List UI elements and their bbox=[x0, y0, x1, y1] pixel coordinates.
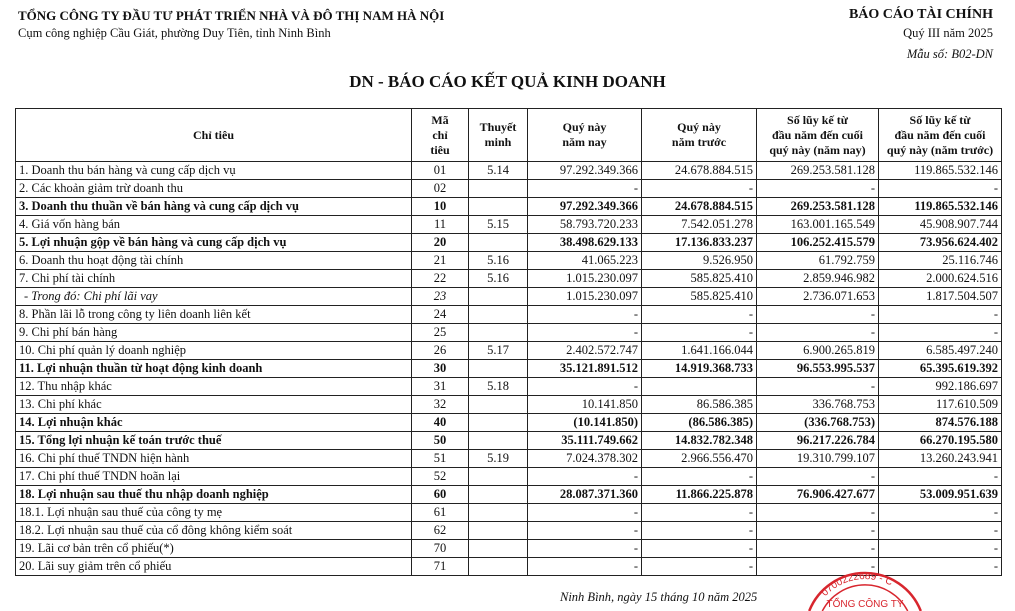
row-label: 20. Lãi suy giảm trên cổ phiếu bbox=[16, 558, 412, 576]
value-ytd-this: - bbox=[757, 468, 879, 486]
row-label: 15. Tổng lợi nhuận kế toán trước thuế bbox=[16, 432, 412, 450]
value-ytd-this: 2.859.946.982 bbox=[757, 270, 879, 288]
row-code: 32 bbox=[412, 396, 469, 414]
value-ytd-prev: 117.610.509 bbox=[879, 396, 1002, 414]
page-title: DN - BÁO CÁO KẾT QUẢ KINH DOANH bbox=[349, 72, 666, 91]
row-code: 20 bbox=[412, 234, 469, 252]
value-ytd-this: 76.906.427.677 bbox=[757, 486, 879, 504]
value-ytd-this: 336.768.753 bbox=[757, 396, 879, 414]
row-label: 8. Phần lãi lỗ trong công ty liên doanh liên kết bbox=[16, 306, 412, 324]
row-label: 1. Doanh thu bán hàng và cung cấp dịch vụ bbox=[16, 162, 412, 180]
value-ytd-this: 269.253.581.128 bbox=[757, 198, 879, 216]
value-q-prev: 24.678.884.515 bbox=[642, 162, 757, 180]
value-ytd-this: - bbox=[757, 522, 879, 540]
row-note: 5.14 bbox=[469, 162, 528, 180]
row-label: 18.2. Lợi nhuận sau thuế của cổ đông không kiểm soát bbox=[16, 522, 412, 540]
table-row bbox=[16, 270, 1002, 288]
row-note: 5.19 bbox=[469, 450, 528, 468]
value-q-this: - bbox=[528, 180, 642, 198]
table-row bbox=[16, 252, 1002, 270]
value-ytd-this: 19.310.799.107 bbox=[757, 450, 879, 468]
row-code: 71 bbox=[412, 558, 469, 576]
row-code: 23 bbox=[412, 288, 469, 306]
value-ytd-prev: 65.395.619.392 bbox=[879, 360, 1002, 378]
row-label: 4. Giá vốn hàng bán bbox=[16, 216, 412, 234]
value-q-prev: - bbox=[642, 540, 757, 558]
value-q-this: - bbox=[528, 468, 642, 486]
value-ytd-this: 6.900.265.819 bbox=[757, 342, 879, 360]
value-ytd-this: 96.217.226.784 bbox=[757, 432, 879, 450]
row-code: 51 bbox=[412, 450, 469, 468]
table-row bbox=[16, 288, 1002, 306]
value-q-this: - bbox=[528, 540, 642, 558]
value-q-prev: - bbox=[642, 468, 757, 486]
row-note: 5.18 bbox=[469, 378, 528, 396]
table-row bbox=[16, 468, 1002, 486]
row-note bbox=[469, 396, 528, 414]
row-label: 14. Lợi nhuận khác bbox=[16, 414, 412, 432]
value-q-this: 1.015.230.097 bbox=[528, 270, 642, 288]
row-label: 19. Lãi cơ bản trên cổ phiếu(*) bbox=[16, 540, 412, 558]
value-ytd-this: - bbox=[757, 378, 879, 396]
row-label: 18. Lợi nhuận sau thuế thu nhập doanh nghiệp bbox=[16, 486, 412, 504]
row-code: 60 bbox=[412, 486, 469, 504]
value-q-prev: 14.919.368.733 bbox=[642, 360, 757, 378]
value-ytd-this: 2.736.071.653 bbox=[757, 288, 879, 306]
row-code: 01 bbox=[412, 162, 469, 180]
table-row bbox=[16, 540, 1002, 558]
value-ytd-this: - bbox=[757, 306, 879, 324]
row-note bbox=[469, 468, 528, 486]
row-note bbox=[469, 234, 528, 252]
value-ytd-prev: 66.270.195.580 bbox=[879, 432, 1002, 450]
row-note: 5.16 bbox=[469, 252, 528, 270]
header-chi-tieu: Chỉ tiêu bbox=[16, 109, 412, 162]
table-row bbox=[16, 504, 1002, 522]
value-ytd-this: - bbox=[757, 558, 879, 576]
value-q-this: 35.121.891.512 bbox=[528, 360, 642, 378]
value-q-this: 10.141.850 bbox=[528, 396, 642, 414]
row-code: 31 bbox=[412, 378, 469, 396]
value-ytd-this: 96.553.995.537 bbox=[757, 360, 879, 378]
table-row bbox=[16, 198, 1002, 216]
report-type: BÁO CÁO TÀI CHÍNH bbox=[848, 7, 993, 22]
value-q-this: 35.111.749.662 bbox=[528, 432, 642, 450]
row-label: 17. Chi phí thuế TNDN hoãn lại bbox=[16, 468, 412, 486]
value-q-prev: 2.966.556.470 bbox=[642, 450, 757, 468]
row-note bbox=[469, 504, 528, 522]
value-q-prev: - bbox=[642, 180, 757, 198]
row-note bbox=[469, 288, 528, 306]
header-ma-chi-tieu: Mã chỉ tiêu bbox=[412, 109, 469, 162]
value-ytd-prev: 45.908.907.744 bbox=[879, 216, 1002, 234]
row-note: 5.15 bbox=[469, 216, 528, 234]
row-note bbox=[469, 198, 528, 216]
value-q-this: - bbox=[528, 558, 642, 576]
row-code: 22 bbox=[412, 270, 469, 288]
table-row bbox=[16, 486, 1002, 504]
row-note bbox=[469, 558, 528, 576]
row-label: 13. Chi phí khác bbox=[16, 396, 412, 414]
row-code: 52 bbox=[412, 468, 469, 486]
row-note bbox=[469, 522, 528, 540]
value-ytd-prev: 6.585.497.240 bbox=[879, 342, 1002, 360]
value-q-prev: - bbox=[642, 324, 757, 342]
row-label: 12. Thu nhập khác bbox=[16, 378, 412, 396]
value-q-this: - bbox=[528, 522, 642, 540]
table-row bbox=[16, 360, 1002, 378]
row-code: 61 bbox=[412, 504, 469, 522]
value-ytd-prev: - bbox=[879, 522, 1002, 540]
value-ytd-prev: 13.260.243.941 bbox=[879, 450, 1002, 468]
value-ytd-this: - bbox=[757, 504, 879, 522]
value-ytd-prev: 73.956.624.402 bbox=[879, 234, 1002, 252]
value-q-prev: 17.136.833.237 bbox=[642, 234, 757, 252]
row-code: 10 bbox=[412, 198, 469, 216]
row-label: 16. Chi phí thuế TNDN hiện hành bbox=[16, 450, 412, 468]
row-note bbox=[469, 180, 528, 198]
row-code: 40 bbox=[412, 414, 469, 432]
value-q-this: - bbox=[528, 324, 642, 342]
value-q-this: - bbox=[528, 504, 642, 522]
row-label: 10. Chi phí quản lý doanh nghiệp bbox=[16, 342, 412, 360]
table-row bbox=[16, 234, 1002, 252]
row-code: 25 bbox=[412, 324, 469, 342]
value-q-prev: 86.586.385 bbox=[642, 396, 757, 414]
table-row bbox=[16, 216, 1002, 234]
row-code: 70 bbox=[412, 540, 469, 558]
value-ytd-this: - bbox=[757, 540, 879, 558]
row-code: 02 bbox=[412, 180, 469, 198]
row-label: 11. Lợi nhuận thuần từ hoạt động kinh doanh bbox=[16, 360, 412, 378]
value-q-this: 28.087.371.360 bbox=[528, 486, 642, 504]
value-q-prev: - bbox=[642, 522, 757, 540]
row-label: 3. Doanh thu thuần về bán hàng và cung cấp dịch vụ bbox=[16, 198, 412, 216]
table-row bbox=[16, 378, 1002, 396]
svg-text:TỔNG CÔNG TY: TỔNG CÔNG TY bbox=[826, 599, 904, 610]
value-q-this: 97.292.349.366 bbox=[528, 162, 642, 180]
header-quy-nay-nam-truoc: Quý này năm trước bbox=[642, 109, 757, 162]
row-label: 18.1. Lợi nhuận sau thuế của công ty mẹ bbox=[16, 504, 412, 522]
value-q-prev: - bbox=[642, 558, 757, 576]
row-code: 26 bbox=[412, 342, 469, 360]
value-q-prev: - bbox=[642, 504, 757, 522]
value-ytd-prev: 53.009.951.639 bbox=[879, 486, 1002, 504]
value-ytd-prev: - bbox=[879, 180, 1002, 198]
value-q-prev: 24.678.884.515 bbox=[642, 198, 757, 216]
row-code: 11 bbox=[412, 216, 469, 234]
header-luy-ke-nam-truoc: Số lũy kế từ đầu năm đến cuối quý này (năm trước) bbox=[879, 109, 1002, 162]
value-ytd-prev: - bbox=[879, 468, 1002, 486]
value-ytd-prev: 992.186.697 bbox=[879, 378, 1002, 396]
value-q-this: - bbox=[528, 378, 642, 396]
value-q-this: 38.498.629.133 bbox=[528, 234, 642, 252]
value-ytd-this: (336.768.753) bbox=[757, 414, 879, 432]
table-row bbox=[16, 162, 1002, 180]
svg-text:0700222689 - C: 0700222689 - C bbox=[819, 571, 895, 599]
value-q-prev: 1.641.166.044 bbox=[642, 342, 757, 360]
table-row bbox=[16, 324, 1002, 342]
value-ytd-prev: 874.576.188 bbox=[879, 414, 1002, 432]
row-note bbox=[469, 432, 528, 450]
value-ytd-prev: - bbox=[879, 324, 1002, 342]
value-ytd-this: - bbox=[757, 180, 879, 198]
value-q-prev bbox=[642, 378, 757, 396]
table-row bbox=[16, 522, 1002, 540]
value-ytd-prev: - bbox=[879, 558, 1002, 576]
value-q-this: 2.402.572.747 bbox=[528, 342, 642, 360]
value-q-prev: 14.832.782.348 bbox=[642, 432, 757, 450]
value-ytd-prev: 2.000.624.516 bbox=[879, 270, 1002, 288]
row-code: 30 bbox=[412, 360, 469, 378]
value-ytd-prev: 119.865.532.146 bbox=[879, 198, 1002, 216]
value-q-prev: 9.526.950 bbox=[642, 252, 757, 270]
table-header-row bbox=[16, 109, 1002, 162]
value-ytd-prev: 119.865.532.146 bbox=[879, 162, 1002, 180]
row-label: 2. Các khoản giảm trừ doanh thu bbox=[16, 180, 412, 198]
company-address: Cụm công nghiệp Cầu Giát, phường Duy Tiên, tỉnh Ninh Bình bbox=[18, 26, 331, 40]
table-row bbox=[16, 450, 1002, 468]
value-ytd-this: 269.253.581.128 bbox=[757, 162, 879, 180]
value-q-this: 1.015.230.097 bbox=[528, 288, 642, 306]
table-row bbox=[16, 432, 1002, 450]
table-row bbox=[16, 306, 1002, 324]
value-q-prev: 7.542.051.278 bbox=[642, 216, 757, 234]
value-q-this: 58.793.720.233 bbox=[528, 216, 642, 234]
value-q-this: - bbox=[528, 306, 642, 324]
value-ytd-prev: - bbox=[879, 540, 1002, 558]
row-note bbox=[469, 324, 528, 342]
value-q-prev: (86.586.385) bbox=[642, 414, 757, 432]
value-ytd-this: 163.001.165.549 bbox=[757, 216, 879, 234]
row-code: 24 bbox=[412, 306, 469, 324]
table-row bbox=[16, 396, 1002, 414]
row-code: 62 bbox=[412, 522, 469, 540]
row-label: 5. Lợi nhuận gộp về bán hàng và cung cấp dịch vụ bbox=[16, 234, 412, 252]
row-note: 5.17 bbox=[469, 342, 528, 360]
row-note bbox=[469, 486, 528, 504]
row-label: 7. Chi phí tài chính bbox=[16, 270, 412, 288]
value-q-prev: 585.825.410 bbox=[642, 288, 757, 306]
row-note bbox=[469, 414, 528, 432]
company-seal bbox=[790, 571, 940, 611]
row-note bbox=[469, 306, 528, 324]
value-q-prev: 11.866.225.878 bbox=[642, 486, 757, 504]
value-q-prev: 585.825.410 bbox=[642, 270, 757, 288]
value-q-this: (10.141.850) bbox=[528, 414, 642, 432]
value-q-this: 7.024.378.302 bbox=[528, 450, 642, 468]
value-ytd-this: - bbox=[757, 324, 879, 342]
value-ytd-prev: 25.116.746 bbox=[879, 252, 1002, 270]
row-note bbox=[469, 540, 528, 558]
value-ytd-prev: - bbox=[879, 504, 1002, 522]
value-ytd-prev: 1.817.504.507 bbox=[879, 288, 1002, 306]
row-label: - Trong đó: Chi phí lãi vay bbox=[16, 288, 412, 306]
value-ytd-prev: - bbox=[879, 306, 1002, 324]
header-luy-ke-nam-nay: Số lũy kế từ đầu năm đến cuối quý này (năm nay) bbox=[757, 109, 879, 162]
row-label: 9. Chi phí bán hàng bbox=[16, 324, 412, 342]
row-note: 5.16 bbox=[469, 270, 528, 288]
income-statement-table bbox=[15, 108, 1002, 576]
form-number: Mẫu số: B02-DN bbox=[906, 47, 993, 61]
value-q-this: 41.065.223 bbox=[528, 252, 642, 270]
table-row bbox=[16, 342, 1002, 360]
value-ytd-this: 61.792.759 bbox=[757, 252, 879, 270]
row-note bbox=[469, 360, 528, 378]
row-code: 21 bbox=[412, 252, 469, 270]
report-period: Quý III năm 2025 bbox=[903, 26, 993, 40]
header-quy-nay-nam-nay: Quý này năm nay bbox=[528, 109, 642, 162]
value-q-prev: - bbox=[642, 306, 757, 324]
value-q-this: 97.292.349.366 bbox=[528, 198, 642, 216]
value-ytd-this: 106.252.415.579 bbox=[757, 234, 879, 252]
place-date: Ninh Bình, ngày 15 tháng 10 năm 2025 bbox=[560, 590, 758, 604]
company-name: TỔNG CÔNG TY ĐẦU TƯ PHÁT TRIỂN NHÀ VÀ ĐÔ THỊ NAM HÀ NỘI bbox=[18, 8, 445, 23]
table-row bbox=[16, 180, 1002, 198]
row-label: 6. Doanh thu hoạt động tài chính bbox=[16, 252, 412, 270]
table-row bbox=[16, 414, 1002, 432]
row-code: 50 bbox=[412, 432, 469, 450]
header-thuyet-minh: Thuyết minh bbox=[469, 109, 528, 162]
